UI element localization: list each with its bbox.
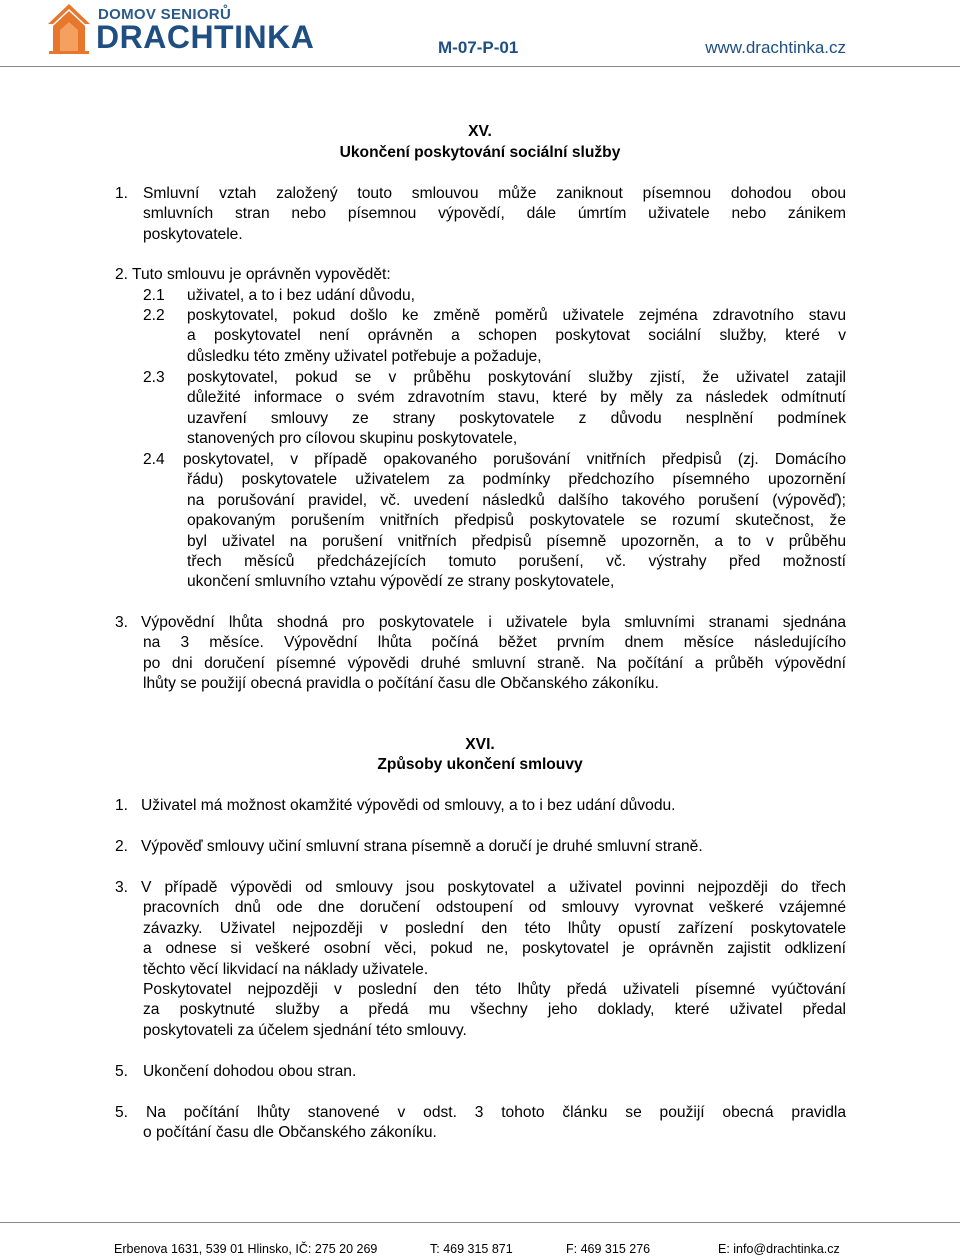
s15-p1-number: 1. bbox=[115, 185, 129, 202]
s15-2-4-text: poskytovatel, v případě opakovaného porušování vnitřních předpisů (zj. Domácího řádu) poskytovatele uživatelem za podmínky předchozího písemného upozornění na porušování pravidel, vč. uvedení následků dalšího takového porušení (výpověď); opakovaným porušením vnitřních předpisů poskytovatele se rozumí skutečnost, že byl uživatel na porušení vnitřních předpisů písemně upozorněn, a to v průběhu třech měsíců předcházejících tomuto porušení, vč. výstrahy před možností ukončení smluvního vztahu výpovědí ze strany poskytovatele, bbox=[183, 451, 846, 591]
s15-2-2-text: poskytovatel, pokud došlo ke změně poměrů uživatele zejména zdravotního stavu a poskytovatel není oprávněn a schopen poskytovat sociální služby, které v důsledku této změny uživatel potřebuje a požaduje, bbox=[187, 307, 846, 365]
footer-phone: T: 469 315 871 bbox=[430, 1242, 513, 1256]
s15-p3-text: Výpovědní lhůta shodná pro poskytovatele i uživatele byla smluvními stranami sjednána na 3 měsíce. Výpovědní lhůta počíná běžet prvním dnem měsíce následujícího po dni doručení písemné výpovědi druhé smluvní straně. Na počítání a průběh výpovědní lhůty se použijí obecná pravidla o počítání času dle Občanského zákoníku. bbox=[141, 614, 846, 693]
page-header bbox=[0, 0, 960, 66]
document-code: M-07-P-01 bbox=[438, 38, 519, 57]
house-logo-icon bbox=[46, 2, 92, 54]
s16-p2-number: 2. bbox=[115, 838, 129, 855]
section-16-number: XVI. bbox=[465, 736, 495, 753]
s15-2-4-number: 2.4 bbox=[143, 451, 165, 468]
logo-title: DRACHTINKA bbox=[96, 18, 315, 56]
section-15-number: XV. bbox=[468, 123, 492, 140]
website-link[interactable]: www.drachtinka.cz bbox=[705, 38, 846, 57]
s15-2-1-number: 2.1 bbox=[143, 287, 165, 304]
s15-2-1-text: uživatel, a to i bez udání důvodu, bbox=[187, 287, 415, 304]
s15-2-3-text: poskytovatel, pokud se v průběhu poskytování služby zjistí, že uživatel zatajil důležité informace o svém zdravotním stavu, které by měly za následek odmítnutí uzavření smlouvy ze strany poskytovatele z důvodu nesplnění podmínek stanovených pro cílovou skupinu poskytovatele, bbox=[187, 369, 846, 448]
s15-2-2-number: 2.2 bbox=[143, 307, 165, 324]
s16-p3-text: V případě výpovědi od smlouvy jsou poskytovatel a uživatel povinni nejpozději do třech pracovních dnů ode dne doručení odstoupení od smlouvy vyrovnat veškeré vzájemné závazky. Uživatel nejpozději v poslední den této lhůty opustí zařízení poskytovatele a odnese si veškeré osobní věci, pokud ne, poskytovatel je oprávněn zajistit odklizení těchto věcí likvidací na náklady uživatele. Poskytovatel nejpozději v poslední den této lhůty předá uživateli písemné vyúčtování za poskytnuté služby a předá mu všechny jeho doklady, které uživatel předal poskytovateli za účelem sjednání této smlouvy. bbox=[141, 879, 846, 1039]
s16-p5b-text: Na počítání lhůty stanovené v odst. 3 tohoto článku se použijí obecná pravidla o počítání času dle Občanského zákoníku. bbox=[143, 1104, 846, 1142]
logo-subtitle: DOMOV SENIORŮ bbox=[98, 6, 232, 23]
s16-p5b-number: 5. bbox=[115, 1104, 129, 1121]
s15-p1-text: Smluvní vztah založený touto smlouvou může zaniknout písemnou dohodou obou smluvních stran nebo písemnou výpovědí, dále úmrtím uživatele nebo zánikem poskytovatele. bbox=[143, 185, 846, 243]
section-16-title: Způsoby ukončení smlouvy bbox=[377, 756, 583, 773]
s15-p3-number: 3. bbox=[115, 614, 129, 631]
s16-p5a-number: 5. bbox=[115, 1063, 129, 1080]
s16-p1-text: Uživatel má možnost okamžité výpovědi od smlouvy, a to i bez udání důvodu. bbox=[141, 797, 676, 814]
page-footer bbox=[0, 1222, 960, 1258]
s15-p2: 2. Tuto smlouvu je oprávněn vypovědět: bbox=[115, 266, 391, 283]
footer-email[interactable]: E: info@drachtinka.cz bbox=[718, 1242, 840, 1256]
s16-p3-number: 3. bbox=[115, 879, 129, 896]
s15-2-3-number: 2.3 bbox=[143, 369, 165, 386]
s16-p2-text: Výpověď smlouvy učiní smluvní strana písemně a doručí je druhé smluvní straně. bbox=[141, 838, 703, 855]
footer-address: Erbenova 1631, 539 01 Hlinsko, IČ: 275 20 269 bbox=[114, 1242, 378, 1256]
section-15-title: Ukončení poskytování sociální služby bbox=[339, 144, 621, 161]
footer-divider bbox=[0, 1222, 960, 1223]
header-divider bbox=[0, 66, 960, 67]
s16-p1-number: 1. bbox=[115, 797, 129, 814]
footer-fax: F: 469 315 276 bbox=[566, 1242, 651, 1256]
s16-p5a-text: Ukončení dohodou obou stran. bbox=[143, 1063, 357, 1080]
